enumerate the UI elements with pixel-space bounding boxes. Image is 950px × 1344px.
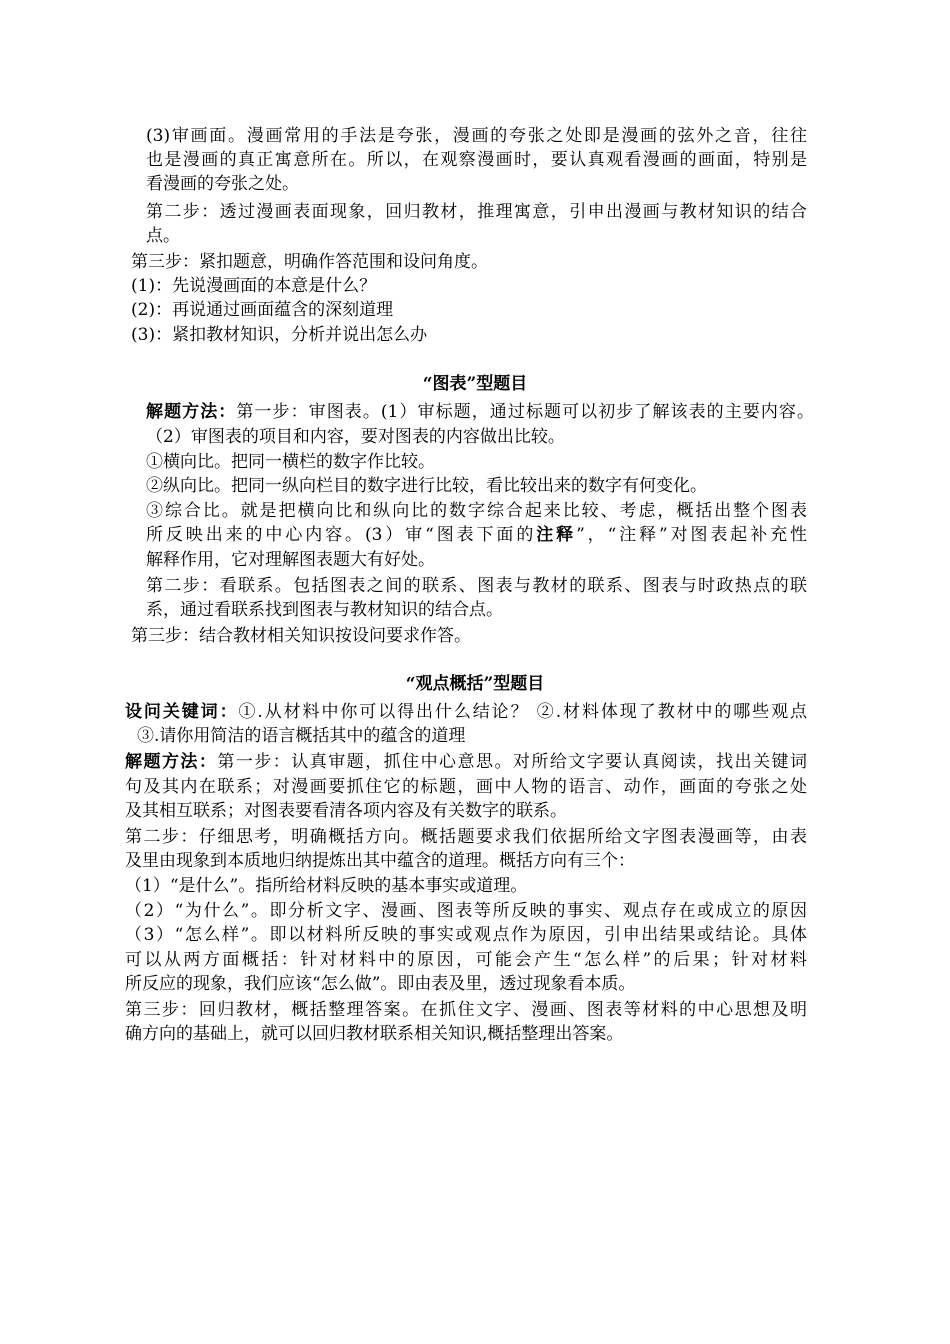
- paragraph-line: 第三步：紧扣题意，明确作答范围和设问角度。: [131, 252, 488, 272]
- section-title-summary: “观点概括”型题目: [405, 674, 545, 694]
- keyword-label: 设问关键词：: [125, 702, 239, 722]
- paragraph-line: ②纵向比。把同一纵向栏目的数字进行比较，看比较出来的数字有何变化。: [146, 476, 707, 496]
- paragraph-line: 可以从两方面概括：针对材料中的原因，可能会产生“怎么样”的后果；针对材料: [125, 950, 807, 970]
- paragraph-line: (2)：再说通过画面蕴含的深刻道理: [131, 300, 394, 320]
- paragraph-line: 看漫画的夸张之处。: [146, 174, 299, 194]
- paragraph-line: （2）审图表的项目和内容，要对图表的内容做出比较。: [146, 427, 565, 447]
- paragraph-line: 解释作用，它对理解图表题大有好处。: [146, 550, 435, 570]
- paragraph-line: 第二步：仔细思考，明确概括方向。概括题要求我们依据所给文字图表漫画等，由表: [125, 827, 807, 847]
- method-label: 解题方法：: [125, 752, 218, 772]
- keyword-line: 设问关键词：①.从材料中你可以得出什么结论？ ②.材料体现了教材中的哪些观点: [125, 702, 807, 722]
- paragraph-line: ③.请你用简洁的语言概括其中的蕴含的道理: [137, 726, 466, 746]
- section-title-chart: “图表”型题目: [422, 374, 528, 394]
- method-line: 解题方法：第一步：认真审题，抓住中心意思。对所给文字要认真阅读，找出关键词: [125, 752, 808, 772]
- paragraph-line: 句及其内在联系；对漫画要抓住它的标题，画中人物的语言、动作，画面的夸张之处: [125, 777, 807, 797]
- paragraph-line: (1)：先说漫画面的本意是什么？: [131, 276, 377, 296]
- paragraph-line: （1）“是什么”。指所给材料反映的基本事实或道理。: [125, 876, 528, 896]
- paragraph-line: 第三步：结合教材相关知识按设问要求作答。: [131, 626, 471, 646]
- paragraph-line: 第二步：看联系。包括图表之间的联系、图表与教材的联系、图表与时政热点的联: [146, 576, 807, 596]
- paragraph-line: 所反映出来的中心内容。(3）审“图表下面的注释”，“注释”对图表起补充性: [146, 525, 807, 545]
- paragraph-line: 及其相互联系；对图表要看清各项内容及有关数字的联系。: [125, 801, 567, 821]
- paragraph-line: 确方向的基础上，就可以回归教材联系相关知识,概括整理出答案。: [125, 1024, 624, 1044]
- annotation-emphasis: 注释: [536, 525, 577, 545]
- paragraph-line: 所反应的现象，我们应该“怎么做”。即由表及里，透过现象看本质。: [125, 974, 636, 994]
- method-label: 解题方法：: [146, 402, 237, 422]
- paragraph-line: (3)：紧扣教材知识，分析并说出怎么办: [131, 325, 428, 345]
- paragraph-line: （3）“怎么样”。即以材料所反映的事实或观点作为原因，引申出结果或结论。具体: [125, 925, 807, 945]
- paragraph-line: （2）“为什么”。即分析文字、漫画、图表等所反映的事实、观点存在或成立的原因: [125, 901, 807, 921]
- paragraph-line: 系，通过看联系找到图表与教材知识的结合点。: [146, 600, 503, 620]
- paragraph-line: ③综合比。就是把横向比和纵向比的数字综合起来比较、考虑，概括出整个图表: [146, 501, 807, 521]
- paragraph-line: 第三步：回归教材，概括整理答案。在抓住文字、漫画、图表等材料的中心思想及明: [125, 1000, 807, 1020]
- paragraph-line: 及里由现象到本质地归纳提炼出其中蕴含的道理。概括方向有三个：: [125, 851, 635, 871]
- paragraph-line: ①横向比。把同一横栏的数字作比较。: [146, 452, 435, 472]
- method-text: 第一步：审图表。(1）审标题，通过标题可以初步了解该表的主要内容。: [236, 402, 814, 422]
- paragraph-line: 点。: [146, 226, 180, 246]
- paragraph-line: (3)审画面。漫画常用的手法是夸张，漫画的夸张之处即是漫画的弦外之音，往往: [146, 126, 807, 146]
- method-line: [146, 400, 814, 424]
- paragraph-line: 也是漫画的真正寓意所在。所以，在观察漫画时，要认真观看漫画的画面，特别是: [146, 150, 807, 170]
- paragraph-line: 第二步：透过漫画表面现象，回归教材，推理寓意，引申出漫画与教材知识的结合: [146, 202, 807, 222]
